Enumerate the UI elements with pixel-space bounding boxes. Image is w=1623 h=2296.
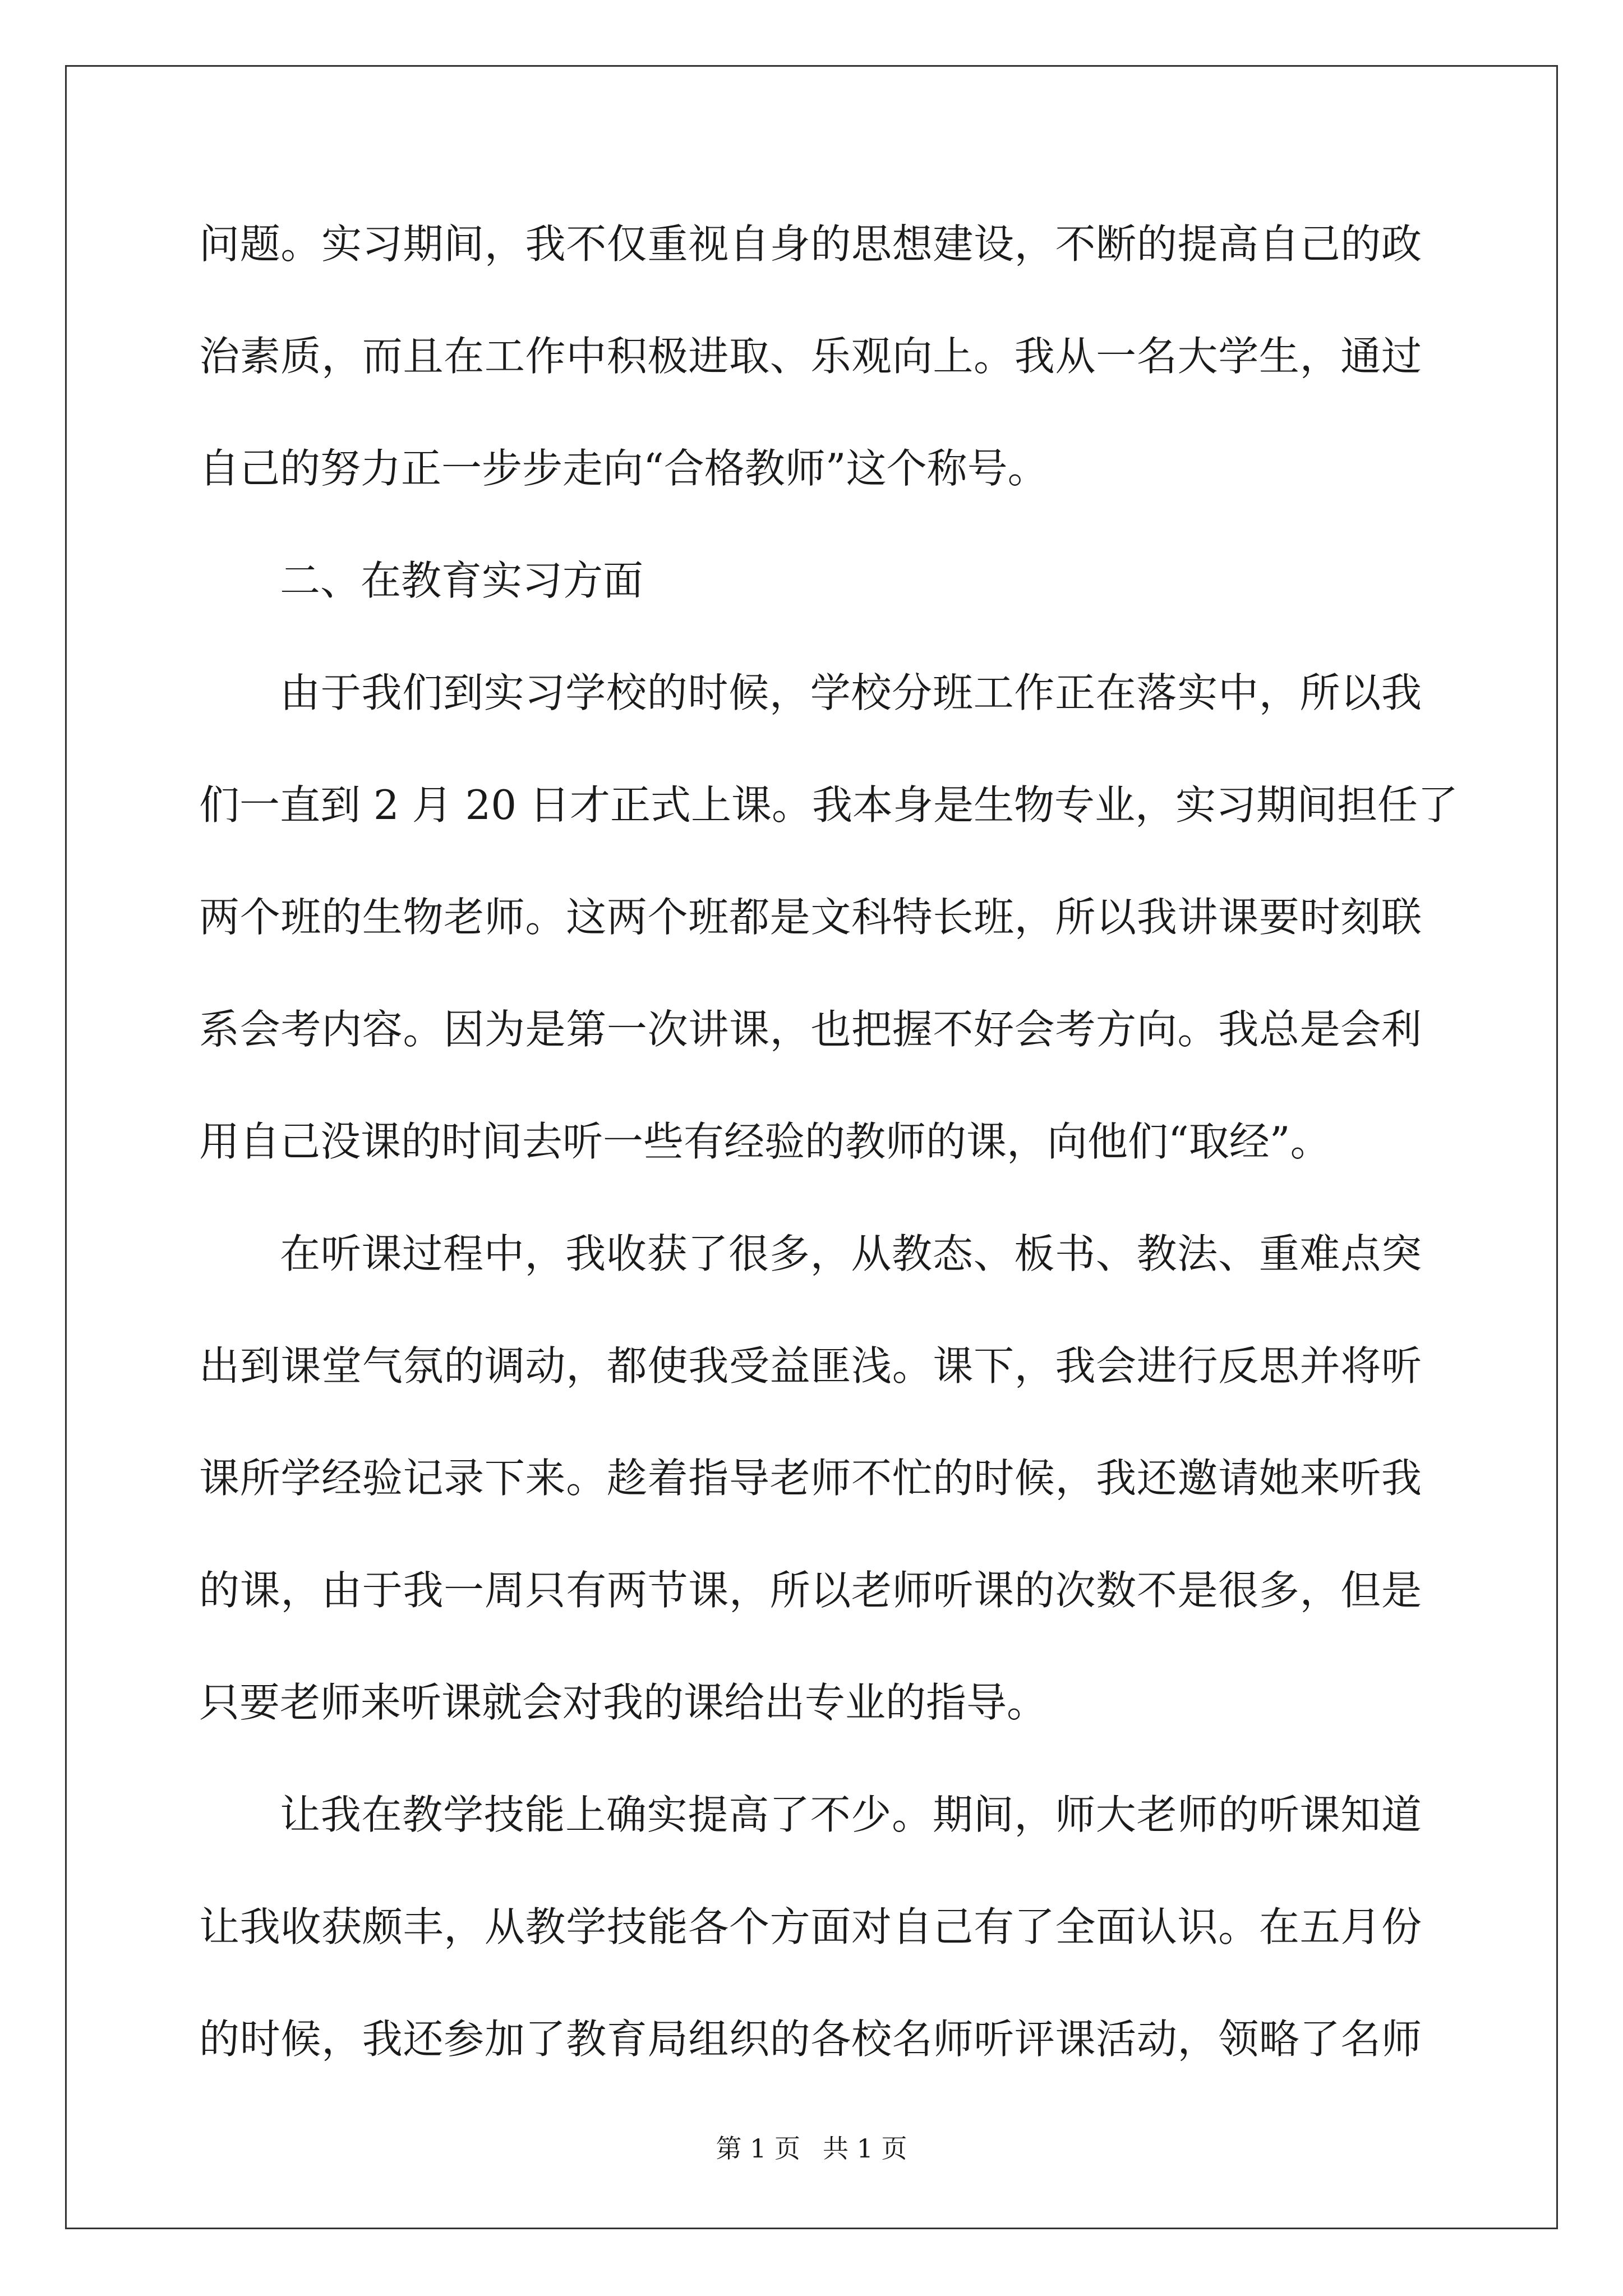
text-line: 出到课堂气氛的调动，都使我受益匪浅。课下，我会进行反思并将听 — [199, 1342, 1422, 1389]
text-line: 二、在教育实习方面 — [280, 557, 644, 604]
text-line: 的课，由于我一周只有两节课，所以老师听课的次数不是很多，但是 — [199, 1567, 1422, 1614]
page-total: 共 1 页 — [823, 2133, 907, 2164]
text-line: 让我在教学技能上确实提高了不少。期间，师大老师的听课知道 — [280, 1791, 1422, 1838]
text-line: 两个班的生物老师。这两个班都是文科特长班，所以我讲课要时刻联 — [199, 894, 1422, 941]
document-body — [199, 210, 1458, 2118]
text-line: 的时候，我还参加了教育局组织的各校名师听评课活动，领略了名师 — [199, 2016, 1422, 2063]
text-line: 治素质，而且在工作中积极进取、乐观向上。我从一名大学生，通过 — [199, 333, 1422, 380]
text-line: 问题。实习期间，我不仅重视自身的思想建设，不断的提高自己的政 — [199, 220, 1422, 268]
text-line: 让我收获颇丰，从教学技能各个方面对自己有了全面认识。在五月份 — [199, 1903, 1422, 1950]
text-line: 只要老师来听课就会对我的课给出专业的指导。 — [199, 1679, 1048, 1726]
text-line: 自己的努力正一步步走向“合格教师”这个称号。 — [199, 445, 1048, 492]
text-line: 们一直到 2 月 20 日才正式上课。我本身是生物专业，实习期间担任了 — [199, 781, 1458, 829]
text-line: 由于我们到实习学校的时候，学校分班工作正在落实中，所以我 — [280, 669, 1422, 716]
text-line: 在听课过程中，我收获了很多，从教态、板书、教法、重难点突 — [280, 1230, 1422, 1277]
text-line: 课所学经验记录下来。趁着指导老师不忙的时候，我还邀请她来听我 — [199, 1455, 1422, 1502]
text-line: 系会考内容。因为是第一次讲课，也把握不好会考方向。我总是会利 — [199, 1006, 1422, 1053]
page-number: 第 1 页 — [716, 2133, 800, 2164]
page-footer — [0, 2132, 1623, 2165]
text-line: 用自己没课的时间去听一些有经验的教师的课，向他们“取经”。 — [199, 1118, 1331, 1165]
